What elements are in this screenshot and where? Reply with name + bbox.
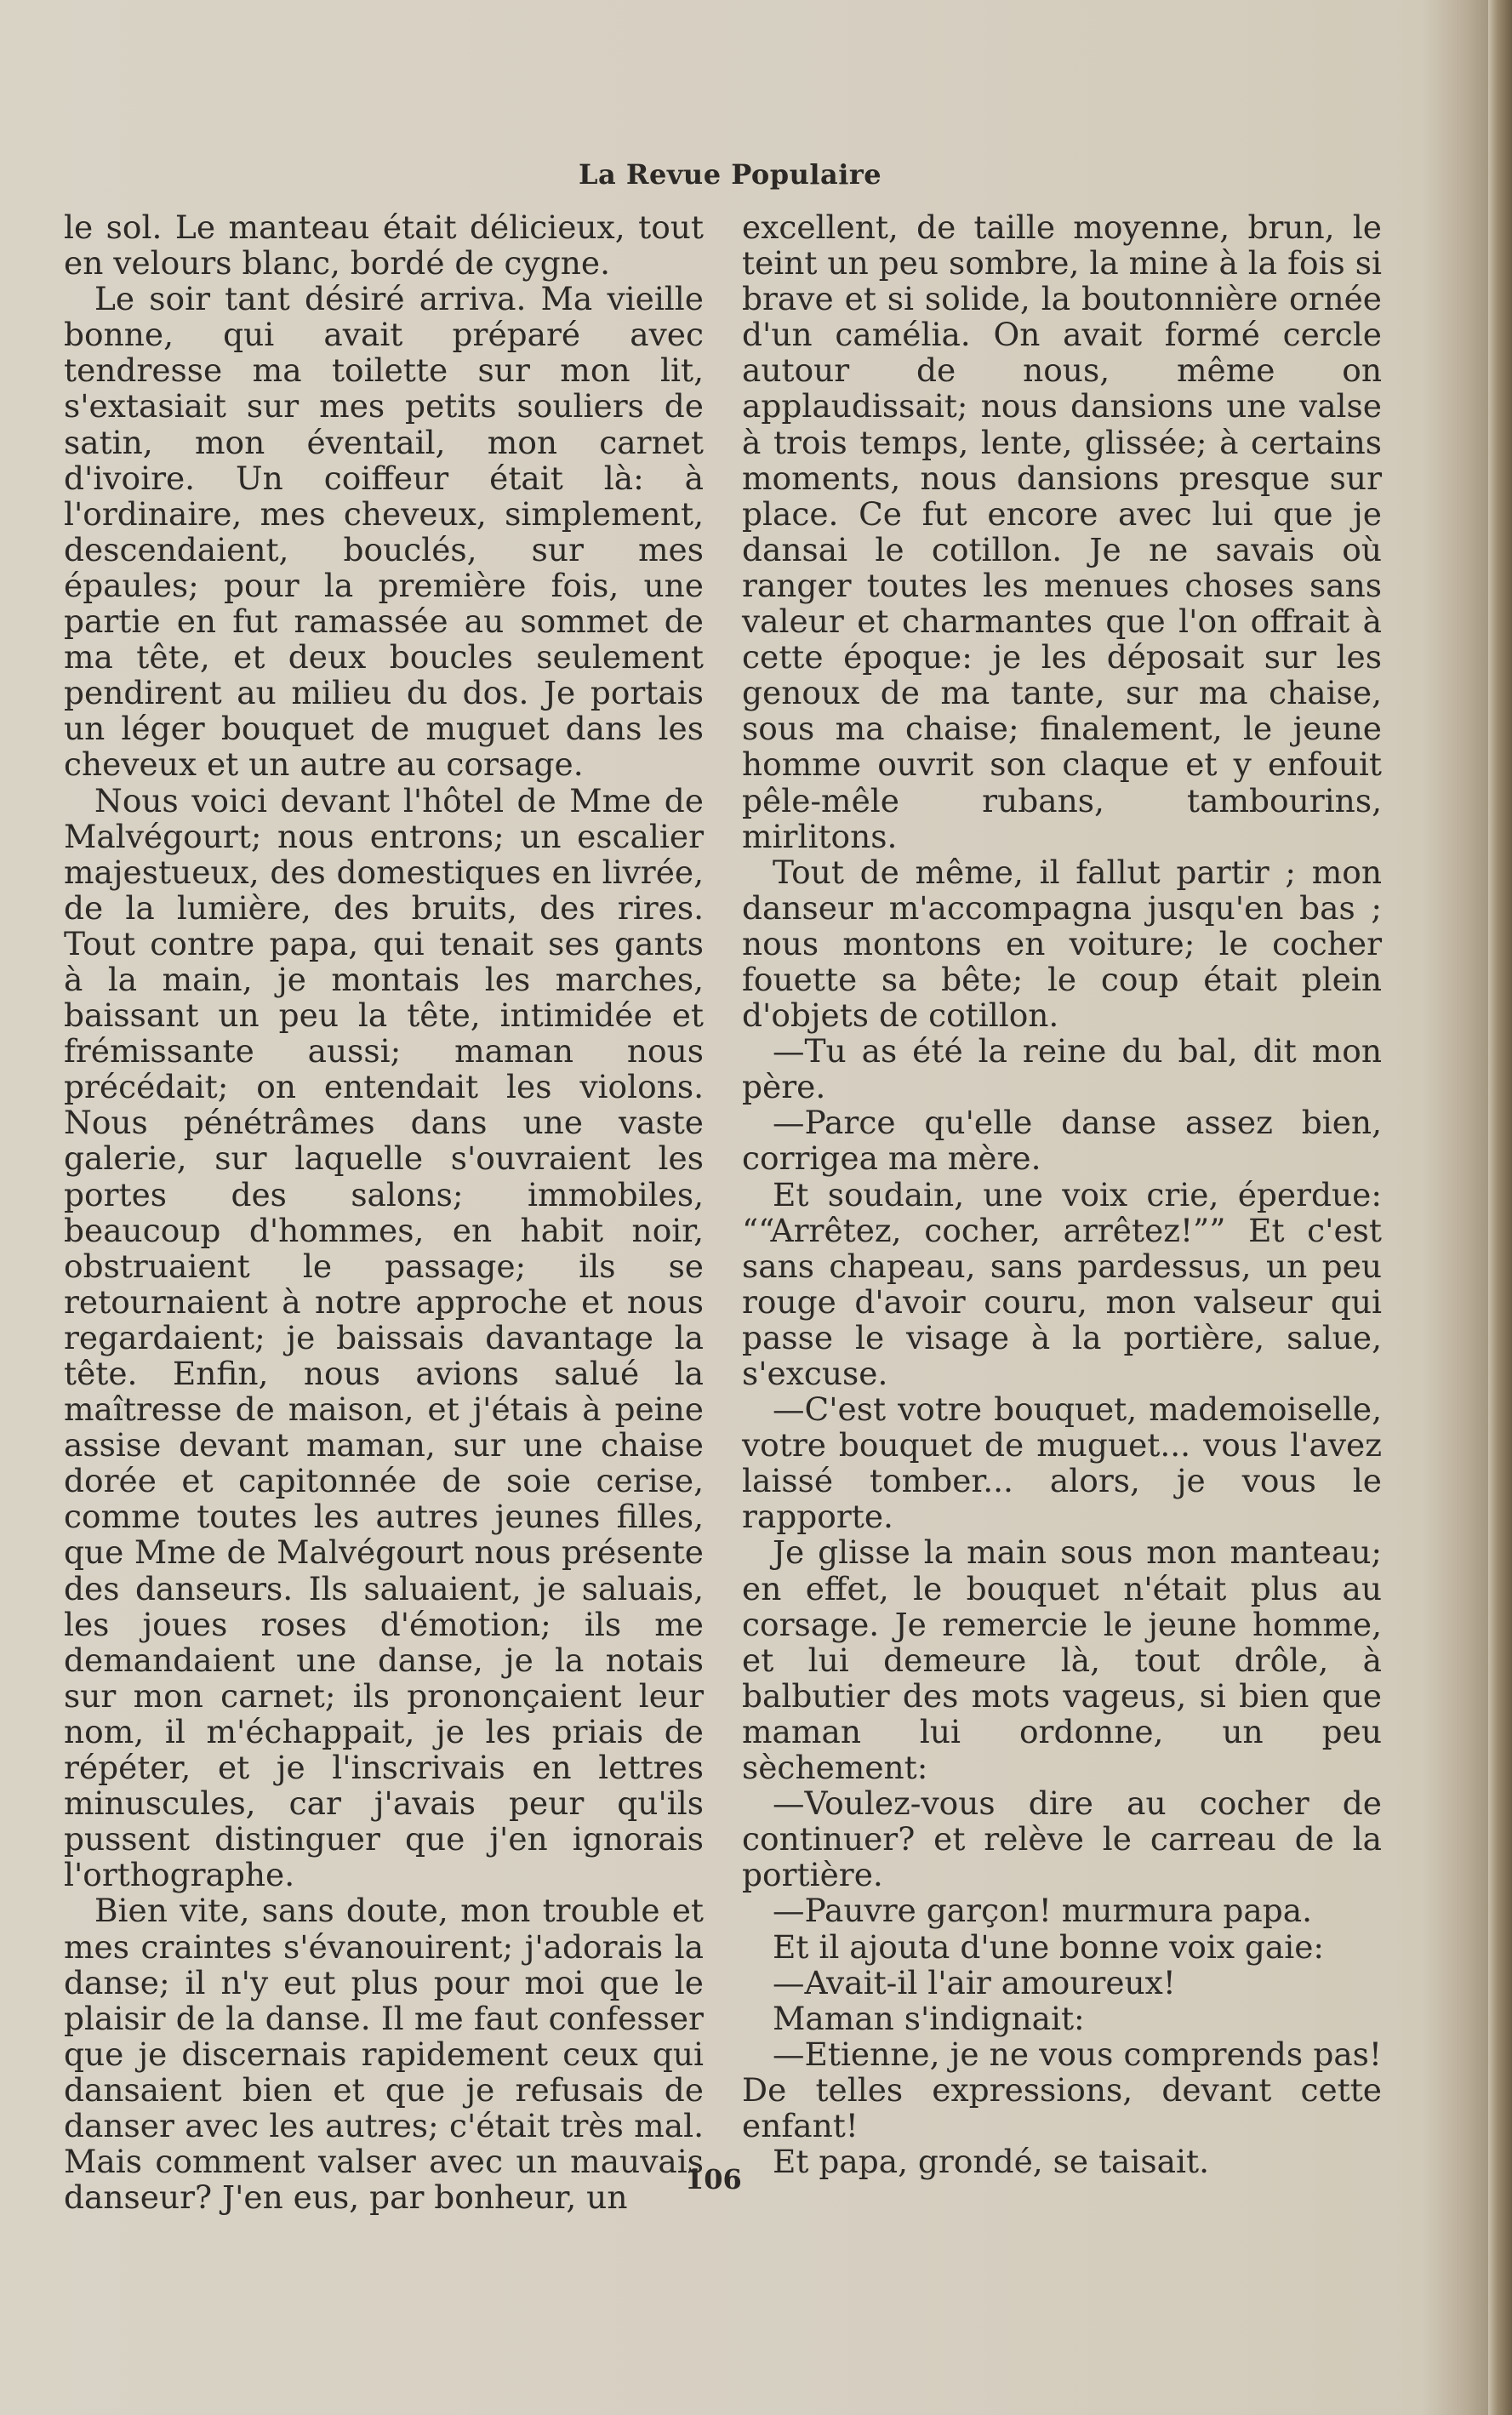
paragraph: —C'est votre bouquet, mademoiselle, votre bouquet de muguet... vous l'avez laissé tomber... alors, je vous le rapporte. — [742, 1390, 1382, 1536]
paragraph: —Parce qu'elle danse assez bien, corrigea ma mère. — [742, 1104, 1382, 1178]
paragraph: Je glisse la main sous mon manteau; en effet, le bouquet n'était plus au corsage. Je remercie le jeune homme, et lui demeure là, tout drôle, à balbutier des mots vageus, si bien que maman lui ordonne, un peu sèchement: — [742, 1533, 1382, 1787]
page-number: 106 — [685, 2163, 742, 2195]
book-spine-edge — [1488, 0, 1512, 2415]
paragraph: Nous voici devant l'hôtel de Mme de Malvégourt; nous entrons; un escalier majestueux, des domestiques en livrée, de la lumière, des bruits, des rires. Tout contre papa, qui tenait ses gants à la main, je montais les marches, baissant un peu la tête, intimidée et frémissante aussi; maman nous précédait; on entendait les violons. Nous pénétrâmes dans une vaste galerie, sur laquelle s'ouvraient les portes des salons; immobiles, beaucoup d'hommes, en habit noir, obstruaient le passage; ils se retournaient à notre approche et nous regardaient; je baissais davantage la tête. Enfin, nous avions salué la maîtresse de maison, et j'étais à peine assise devant maman, sur une chaise dorée et capitonnée de soie cerise, comme toutes les autres jeunes filles, que Mme de Malvégourt nous présente des danseurs. Ils saluaient, je saluais, les joues roses d'émotion; ils me demandaient une danse, je la notais sur mon carnet; ils prononçaient leur nom, il m'échappait, je les priais de répéter, et je l'inscrivais en lettres minuscules, car j'avais peur qu'ils pussent distinguer que j'en ignorais l'orthographe. — [64, 781, 704, 1894]
paragraph: le sol. Le manteau était délicieux, tout en velours blanc, bordé de cygne. — [64, 208, 704, 283]
paragraph: Et il ajouta d'une bonne voix gaie: — [773, 1927, 1325, 1966]
paragraph: —Etienne, je ne vous comprends pas! De telles expressions, devant cette enfant! — [742, 2035, 1382, 2144]
paragraph: excellent, de taille moyenne, brun, le teint un peu sombre, la mine à la fois si brave et si solide, la boutonnière ornée d'un camélia. On avait formé cercle autour de nous, même on applaudissait; nous dansions une valse à trois temps, lente, glissée; à certains moments, nous dansions presque sur place. Ce fut encore avec lui que je dansai le cotillon. Je ne savais où ranger toutes les menues choses sans valeur et charmantes que l'on offrait à cette époque: je les déposait sur les genoux de ma tante, sur ma chaise, sous ma chaise; finalement, le jeune homme ouvrit son claque et y enfouit pêle-mêle rubans, tambourins, mirlitons. — [742, 208, 1382, 855]
paragraph: —Voulez-vous dire au cocher de continuer? et relève le carreau de la portière. — [742, 1784, 1382, 1894]
paragraph: Tout de même, il fallut partir ; mon danseur m'accompagna jusqu'en bas ; nous montons en voiture; le cocher fouette sa bête; le coup était plein d'objets de cotillon. — [742, 853, 1382, 1035]
left-column — [64, 209, 704, 2215]
paragraph: —Tu as été la reine du bal, dit mon père. — [742, 1032, 1382, 1106]
paragraph: Maman s'indignait: — [773, 1999, 1085, 2037]
paragraph: —Pauvre garçon! murmura papa. — [773, 1892, 1312, 1930]
paragraph: Et papa, grondé, se taisait. — [773, 2143, 1209, 2181]
paragraph: —Avait-il l'air amoureux! — [773, 1963, 1176, 2001]
paragraph: Le soir tant désiré arriva. Ma vieille bonne, qui avait préparé avec tendresse ma toilette sur mon lit, s'extasiait sur mes petits souliers de satin, mon éventail, mon carnet d'ivoire. Un coiffeur était là: à l'ordinaire, mes cheveux, simplement, descendaient, bouclés, sur mes épaules; pour la première fois, une partie en fut ramassée au sommet de ma tête, et deux boucles seulement pendirent au milieu du dos. Je portais un léger bouquet de muguet dans les cheveux et un autre au corsage. — [64, 280, 704, 784]
running-header: La Revue Populaire — [579, 158, 882, 191]
right-column — [742, 209, 1382, 2179]
paragraph: Bien vite, sans doute, mon trouble et mes craintes s'évanouirent; j'adorais la danse; il n'y eut plus pour moi que le plaisir de la danse. Il me faut confesser que je discernais rapidement ceux qui dansaient bien et que je refusais de danser avec les autres; c'était très mal. Mais comment valser avec un mauvais danseur? J'en eus, par bonheur, un — [64, 1892, 704, 2217]
paragraph: Et soudain, une voix crie, éperdue: ““Arrêtez, cocher, arrêtez!”” Et c'est sans chapeau, sans pardessus, un peu rouge d'avoir couru, mon valseur qui passe le visage à la portière, salue, s'excuse. — [742, 1175, 1382, 1392]
